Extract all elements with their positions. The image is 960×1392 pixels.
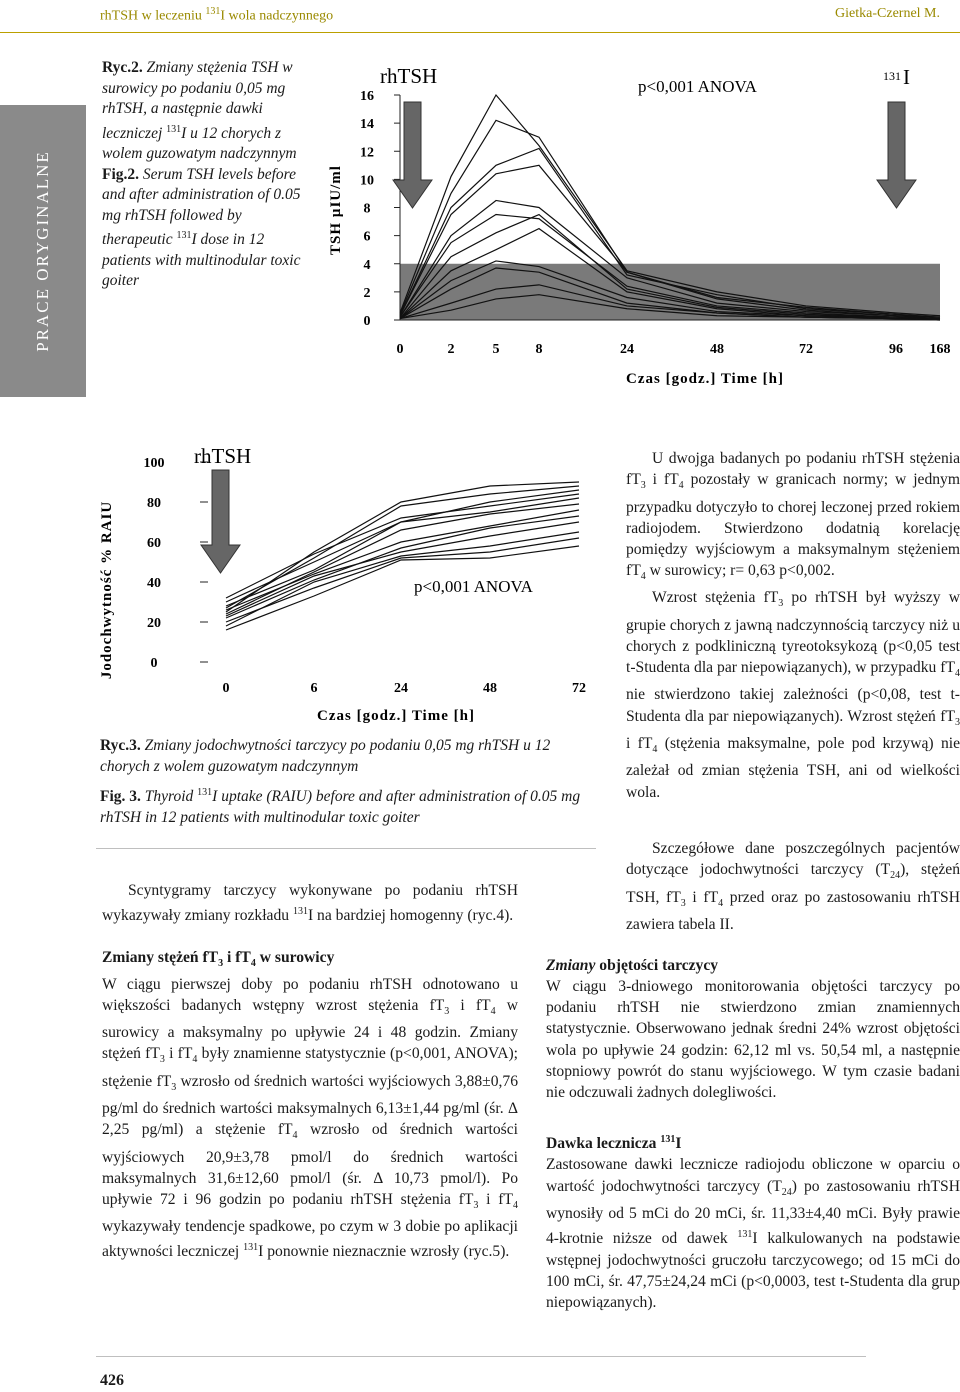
x-tick-label: 168 [929, 342, 951, 357]
fig2-caption-en: Serum TSH levels before and after administration of 0.05 mg rhTSH followed by therapeutic [102, 165, 301, 249]
page-number: 426 [100, 1372, 124, 1389]
right-column-bottom [546, 838, 960, 1313]
caption-rule [96, 848, 596, 849]
y-tick-label: 10 [360, 173, 374, 189]
x-tick-label: 5 [492, 342, 500, 357]
fig3-label-en: Fig. 3. [100, 788, 141, 806]
rc-paragraph-3: Szczegółowe dane poszczególnych pacjentów dotyczące jodochwytności tarczycy $(T_{24})$, stężeń TSH, $fT_3$ i $fT_4$ przed oraz po zastosowaniu rhTSH zawiera tabela II. [626, 840, 960, 933]
header-left: rhTSH w leczeniu $^{131}$I wola nadczynnego [100, 6, 334, 24]
section-sidebar [0, 105, 86, 397]
x-tick-label: 24 [394, 681, 408, 696]
raiu-chart [96, 440, 596, 730]
rhtsh-annotation: rhTSH [380, 64, 438, 88]
x-tick-label: 72 [572, 681, 586, 696]
y-tick-label: 16 [360, 89, 374, 104]
y-tick-label: 40 [147, 576, 161, 591]
fig2-caption: Ryc.2. Zmiany stężenia TSH w surowicy po podaniu 0,05 mg rhTSH, a następnie dawki leczniczej $^{131}$I u 12 chorych z wolem guzowatym nadczynnym Fig.2. Serum TSH levels before and after administration of 0.05 mg rhTSH followed by therapeutic $^{131}$I dose in 12 patients with multinodular toxic goiter [102, 59, 301, 290]
raiu-ylabel: Jodochwytność % RAIU [99, 500, 115, 680]
x-tick-label: 8 [535, 342, 543, 357]
raiu-series-line [226, 504, 579, 614]
fig2-caption-pl: Zmiany stężenia TSH w surowicy po podaniu 0,05 mg rhTSH, a następnie dawki leczniczej [102, 59, 293, 142]
left-column [102, 880, 518, 1263]
y-tick-label: 6 [363, 229, 371, 245]
dose-heading: Dawka lecznicza $^{131}$I [546, 1134, 682, 1153]
anova-annotation-2: p<0,001 ANOVA [414, 577, 533, 596]
rc-paragraph-2: Wzrost stężenia $fT_3$ po rhTSH był wyższy w grupie chorych z jawną nadczynnością tarczycy niż u chorych z podkliniczną tyreotoksykozą (p<0,05 test t-Studenta dla par niepowiązanych), w przypadku $fT_4$ nie stwierdzono takiej zależności (p<0,08, test t-Studenta dla par niepowiązanych). Wzrost stężeń $fT_3$ i $fT_4$ (stężenia maksymalne, pole pod krzywą) nie zależał od zmian stężenia TSH, ani od wielkości wola. [626, 589, 960, 801]
i131-annotation: I [903, 65, 910, 89]
tsh-xlabel: Czas [godz.] Time [h] [626, 371, 784, 387]
intro-paragraph: Scyntygramy tarczycy wykonywane po podaniu rhTSH wykazywały zmiany rozkładu $^{131}$I na bardziej homogenny (ryc.4). [102, 882, 518, 925]
running-header [0, 0, 960, 34]
y-tick-label: 0 [150, 656, 158, 671]
fig2-label-en: Fig.2. [102, 165, 140, 183]
x-tick-label: 72 [799, 342, 813, 357]
x-tick-label: 96 [889, 342, 903, 357]
footer-rule [96, 1356, 866, 1357]
x-tick-label: 48 [710, 342, 724, 357]
x-tick-label: 0 [222, 681, 230, 696]
rc-paragraph-1: U dwojga badanych po podaniu rhTSH stężenia $fT_3$ i $fT_4$ pozostały w granicach normy; w jednym przypadku dotyczyło to chorej leczonej przed rokiem radiojodem. Stwierdzono dodatnią korelację pomiędzy wyjściowym a maksymalnym stężeniem $fT_4$ w surowicy; r= 0,63 p<0,002. [626, 450, 960, 583]
fig3-label-pl: Ryc.3. [100, 737, 141, 754]
ft-paragraph: W ciągu pierwszej doby po podaniu rhTSH odnotowano u większości badanych wstępny wzrost stężenia $fT_3$ i $fT_4$ w surowicy a maksymalny po upływie 24 i 48 godzin. Zmiany stężeń $fT_3$ i $fT_4$ były znamienne statystycznie (p<0,001, ANOVA); stężenie $fT_3$ wzrosło od średnich wartości wyjściowych 3,88±0,76 pg/ml do średnich wartości maksymalnych 6,13±1,44 pg/ml (śr. Δ 2,25 pg/ml) a stężenie $fT_4$ wzrosło od średnich wartości wyjściowych 20,9±3,78 pmol/l do średnich wartości maksymalnych 31,6±12,60 pmol/l (śr. Δ 10,73 pmol/l). Po upływie 72 i 96 godzin po podaniu rhTSH stężenia $fT_3$ i $fT_4$ wykazywały tendencje spadkowe, po czym w 3 dobie po aplikacji aktywności leczniczej $^{131}$I ponownie nieznacznie wzrosły (ryc.5). [102, 975, 518, 1261]
raiu-xlabel: Czas [godz.] Time [h] [317, 708, 475, 724]
x-tick-label: 2 [447, 342, 455, 357]
y-tick-label: 20 [147, 616, 161, 631]
x-tick-label: 48 [483, 681, 497, 696]
y-tick-label: 60 [147, 536, 161, 551]
y-tick-label: 12 [360, 145, 374, 161]
tsh-chart [320, 50, 960, 395]
rc-paragraph-5: Zastosowane dawki lecznicze radiojodu obliczone w oparciu o wartość jodochwytności tarczycy $(T_{24})$ po zastosowaniu rhTSH wynosiły od 5 mCi do 20 mCi, śr. 11,33±4,40 mCi. Były prawie 4-krotnie niższe od dawek $^{131}$I kalkulowanych na podstawie wstępnej jodochwytności gruczołu tarczycowego; od 15 mCi do 100 mCi, śr. 47,75±24,24 mCi (p<0,0003, test t-Studenta dla grup niepowiązanych). [546, 1156, 960, 1311]
y-tick-label: 80 [147, 496, 161, 511]
right-column-top [626, 448, 960, 803]
y-tick-label: 0 [363, 314, 371, 329]
y-tick-label: 2 [363, 285, 371, 301]
rhtsh-annotation-2: rhTSH [194, 444, 252, 468]
fig2-label-pl: Ryc.2. [102, 59, 143, 76]
x-tick-label: 6 [310, 681, 318, 696]
y-tick-label: 4 [363, 257, 371, 273]
x-tick-label: 24 [620, 342, 634, 357]
rc-paragraph-4: W ciągu 3-dniowego monitorowania objętości tarczycy po podaniu rhTSH nie stwierdzono zmian znamiennych statystycznie. Obserwowano jednak średni 24% wzrost objętości wola po upływie 24 godzin: 62,12 ml vs. 50,54 ml, a następnie stopniowy powrót do stanu wyjściowego. W tym czasie badani nie odczuwali żadnych dolegliwości. [546, 978, 960, 1102]
header-right: Gietka-Czernel M. [835, 6, 940, 21]
y-tick-label: 8 [363, 201, 371, 217]
rhtsh-arrow [393, 102, 432, 208]
x-tick-label: 0 [396, 342, 404, 357]
raiu-series-line [226, 516, 579, 618]
i131-arrow [877, 102, 916, 208]
i131-annotation-sup: 131 [883, 69, 901, 83]
rhtsh-arrow-2 [201, 470, 240, 573]
y-tick-label: 100 [143, 456, 165, 471]
volume-heading: Zmiany objętości tarczycy [546, 957, 719, 975]
y-tick-label: 14 [360, 117, 374, 133]
anova-annotation: p<0,001 ANOVA [638, 77, 757, 96]
tsh-ylabel: TSH µIU/ml [328, 165, 344, 255]
ft-heading: Zmiany stężeń $fT_3$ i $fT_4$ w surowicy [102, 948, 335, 969]
fig3-caption: Ryc.3. Zmiany jodochwytności tarczycy po podaniu 0,05 mg rhTSH u 12 chorych z wolem guzowatym nadczynnym Fig. 3. Thyroid $^{131}$I uptake (RAIU) before and after administration of 0.05 mg rhTSH in 12 patients with multinodular toxic goiter [100, 737, 581, 826]
section-label: PRACE ORYGINALNE [33, 150, 52, 352]
